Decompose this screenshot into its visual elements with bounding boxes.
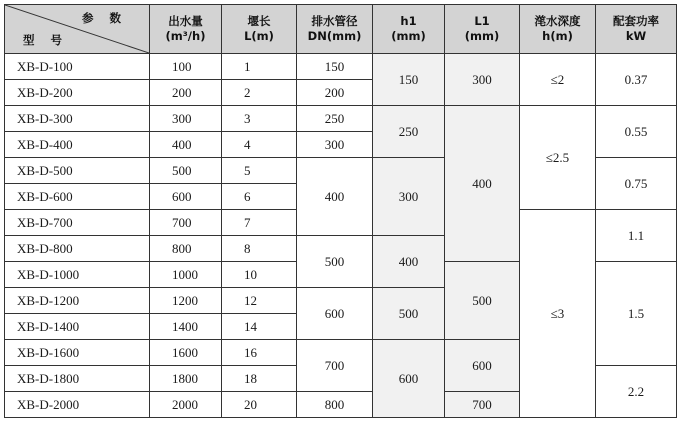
pipe-cell: 800 xyxy=(297,392,373,418)
header-power: 配套功率 kW xyxy=(596,5,677,54)
header-capacity: 出水量 (m³/h) xyxy=(150,5,222,54)
header-model-label: 型 号 xyxy=(23,33,69,47)
length-cell: 14 xyxy=(222,314,297,340)
length-cell: 10 xyxy=(222,262,297,288)
header-params-label: 参 数 xyxy=(81,11,127,25)
capacity-cell: 1400 xyxy=(150,314,222,340)
header-L1: L1 (mm) xyxy=(445,5,520,54)
header-weir-length: 堰长 L(m) xyxy=(222,5,297,54)
L1-cell: 300 xyxy=(445,54,520,106)
model-cell: XB-D-1600 xyxy=(5,340,150,366)
pipe-cell: 250 xyxy=(297,106,373,132)
h1-cell: 150 xyxy=(373,54,445,106)
depth-cell: ≤2.5 xyxy=(520,106,596,210)
model-cell: XB-D-1400 xyxy=(5,314,150,340)
h1-cell: 300 xyxy=(373,158,445,236)
capacity-cell: 600 xyxy=(150,184,222,210)
length-cell: 16 xyxy=(222,340,297,366)
pipe-cell: 400 xyxy=(297,158,373,236)
header-corner-cell xyxy=(5,5,150,54)
capacity-cell: 300 xyxy=(150,106,222,132)
capacity-cell: 800 xyxy=(150,236,222,262)
h1-cell: 600 xyxy=(373,340,445,418)
capacity-cell: 500 xyxy=(150,158,222,184)
pipe-cell: 150 xyxy=(297,54,373,80)
power-cell: 1.5 xyxy=(596,262,677,366)
length-cell: 3 xyxy=(222,106,297,132)
model-cell: XB-D-100 xyxy=(5,54,150,80)
length-cell: 12 xyxy=(222,288,297,314)
table-row xyxy=(5,54,677,80)
L1-cell: 600 xyxy=(445,340,520,392)
header-row xyxy=(5,5,677,54)
capacity-cell: 100 xyxy=(150,54,222,80)
header-h1: h1 (mm) xyxy=(373,5,445,54)
table-row xyxy=(5,106,677,132)
model-cell: XB-D-600 xyxy=(5,184,150,210)
header-pipe-diameter: 排水管径 DN(mm) xyxy=(297,5,373,54)
capacity-cell: 1200 xyxy=(150,288,222,314)
length-cell: 4 xyxy=(222,132,297,158)
L1-cell: 400 xyxy=(445,106,520,262)
spec-table-container xyxy=(4,4,677,418)
pipe-cell: 600 xyxy=(297,288,373,340)
length-cell: 6 xyxy=(222,184,297,210)
length-cell: 18 xyxy=(222,366,297,392)
h1-cell: 400 xyxy=(373,236,445,288)
model-cell: XB-D-1800 xyxy=(5,366,150,392)
length-cell: 5 xyxy=(222,158,297,184)
pipe-cell: 200 xyxy=(297,80,373,106)
model-cell: XB-D-700 xyxy=(5,210,150,236)
power-cell: 2.2 xyxy=(596,366,677,418)
decanter-spec-table xyxy=(4,4,677,418)
pipe-cell: 500 xyxy=(297,236,373,288)
h1-cell: 500 xyxy=(373,288,445,340)
depth-cell: ≤2 xyxy=(520,54,596,106)
power-cell: 1.1 xyxy=(596,210,677,262)
capacity-cell: 1000 xyxy=(150,262,222,288)
model-cell: XB-D-800 xyxy=(5,236,150,262)
capacity-cell: 1800 xyxy=(150,366,222,392)
length-cell: 20 xyxy=(222,392,297,418)
power-cell: 0.37 xyxy=(596,54,677,106)
pipe-cell: 300 xyxy=(297,132,373,158)
capacity-cell: 700 xyxy=(150,210,222,236)
L1-cell: 700 xyxy=(445,392,520,418)
length-cell: 7 xyxy=(222,210,297,236)
capacity-cell: 400 xyxy=(150,132,222,158)
depth-cell: ≤3 xyxy=(520,210,596,418)
h1-cell: 250 xyxy=(373,106,445,158)
model-cell: XB-D-200 xyxy=(5,80,150,106)
L1-cell: 500 xyxy=(445,262,520,340)
power-cell: 0.55 xyxy=(596,106,677,158)
model-cell: XB-D-1200 xyxy=(5,288,150,314)
capacity-cell: 200 xyxy=(150,80,222,106)
model-cell: XB-D-400 xyxy=(5,132,150,158)
model-cell: XB-D-1000 xyxy=(5,262,150,288)
capacity-cell: 1600 xyxy=(150,340,222,366)
model-cell: XB-D-300 xyxy=(5,106,150,132)
header-decant-depth: 滗水深度 h(m) xyxy=(520,5,596,54)
length-cell: 1 xyxy=(222,54,297,80)
capacity-cell: 2000 xyxy=(150,392,222,418)
length-cell: 8 xyxy=(222,236,297,262)
power-cell: 0.75 xyxy=(596,158,677,210)
model-cell: XB-D-500 xyxy=(5,158,150,184)
model-cell: XB-D-2000 xyxy=(5,392,150,418)
length-cell: 2 xyxy=(222,80,297,106)
pipe-cell: 700 xyxy=(297,340,373,392)
